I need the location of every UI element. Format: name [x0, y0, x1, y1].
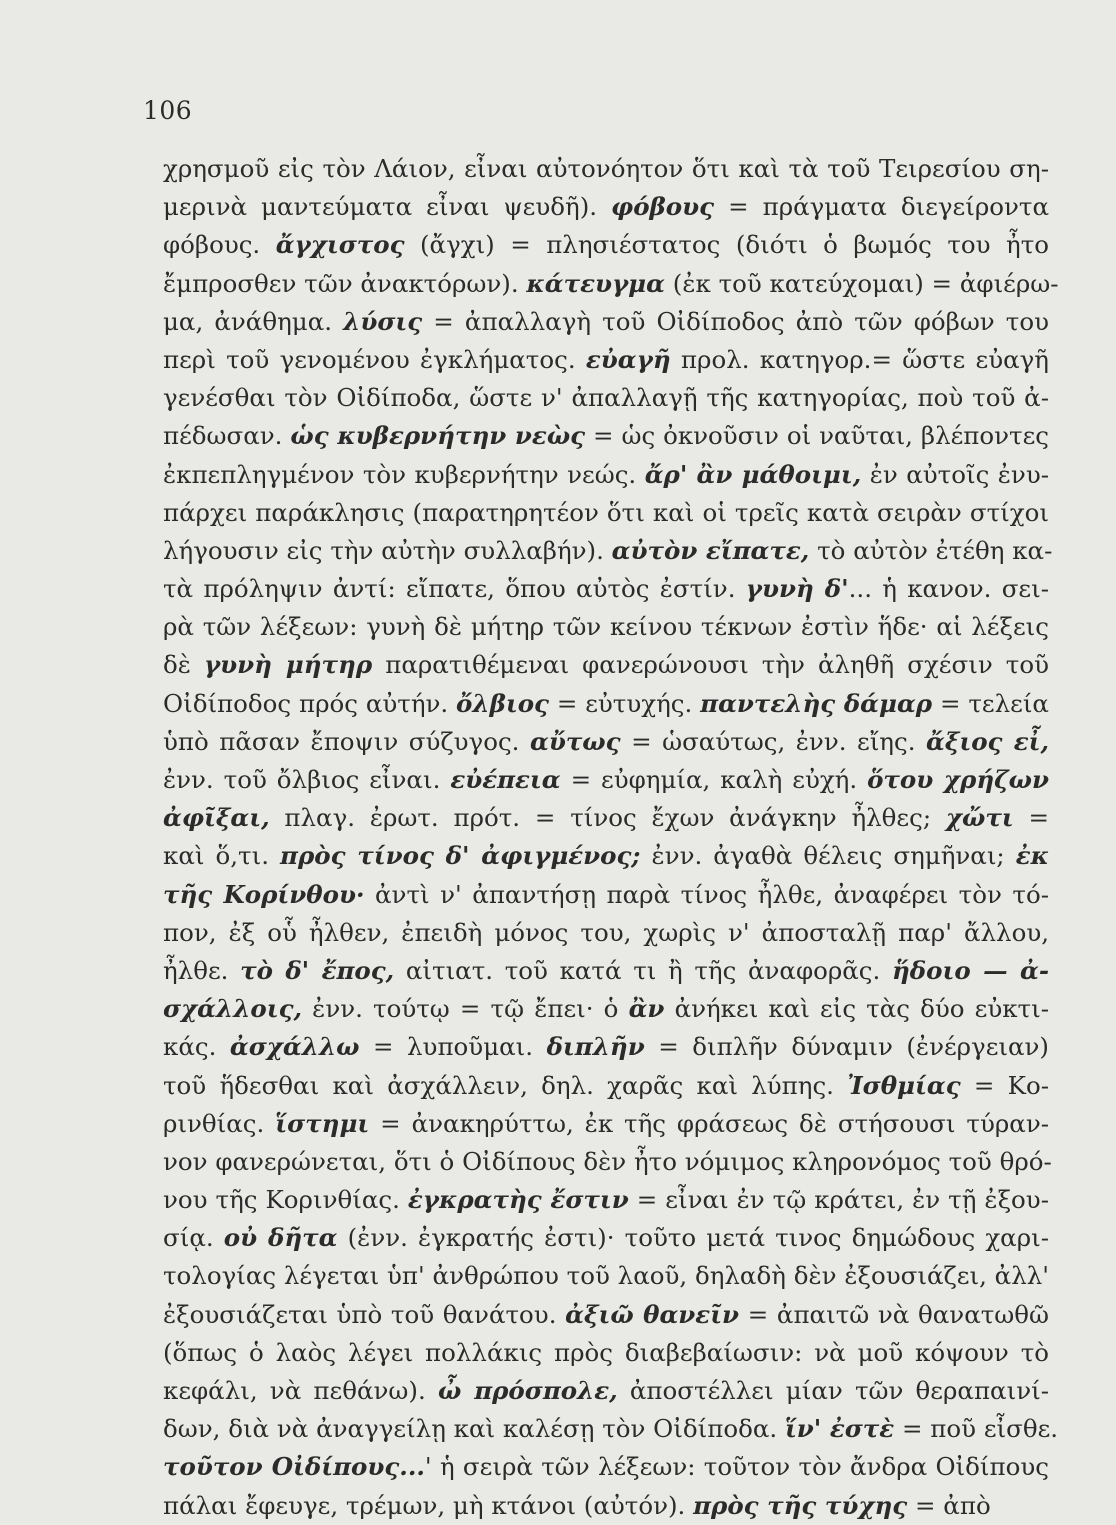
text-segment: κάς. — [163, 1032, 230, 1062]
text-segment: νου τῆς Κορινθίας. — [163, 1185, 408, 1215]
lemma-term: φόβους — [611, 192, 715, 222]
text-segment: αἰτιατ. τοῦ κατά τι ἢ τῆς ἀναφορᾶς. — [394, 955, 892, 985]
text-segment: = πράγματα διεγείροντα — [714, 192, 1049, 222]
text-line — [163, 150, 1049, 188]
text-segment: = Κο- — [960, 1070, 1050, 1100]
text-segment: τὰ πρόληψιν ἀντί: εἴπατε, ὅπου αὐτὸς ἐστίν. — [163, 574, 746, 604]
text-segment: ἀποστέλλει μίαν τῶν θεραπαινί- — [617, 1376, 1049, 1405]
text-segment: (ὅπως ὁ λαὸς λέγει πολλάκις πρὸς διαβεβαίωσιν: νὰ μοῦ κόψουν τὸ — [163, 1337, 1049, 1367]
lemma-term: πρὸς τῆς τύχης — [693, 1490, 908, 1520]
text-segment: ὑπὸ πᾶσαν ἔποψιν σύζυγος. — [163, 726, 530, 756]
text-line — [163, 303, 1049, 341]
lemma-term: ἵστημι — [275, 1108, 370, 1138]
text-segment: φόβους. — [163, 230, 276, 260]
text-segment: λήγουσιν εἰς τὴν αὐτὴν συλλαβήν). — [163, 535, 612, 565]
text-segment: = ἀπὸ — [907, 1490, 991, 1520]
text-segment: = — [1013, 803, 1049, 833]
text-segment: = λυποῦμαι. — [359, 1032, 547, 1062]
lemma-term: ἄρ' ἂν μάθοιμι, — [644, 459, 862, 489]
text-segment: ρὰ τῶν λέξεων: γυνὴ δὲ μήτηρ τῶν κείνου τέκνων ἐστὶν ἥδε· αἱ λέξεις — [163, 612, 1049, 642]
text-segment: ' ἡ σειρὰ τῶν λέξεων: τοῦτον τὸν ἄνδρα Οἰδίπους — [424, 1452, 1049, 1482]
text-segment: ἔμπροσθεν τῶν ἀνακτόρων). — [163, 268, 527, 298]
text-segment: = εὐφημία, καλὴ εὐχή. — [560, 765, 868, 794]
commentary-text — [163, 150, 1059, 1525]
text-segment: Οἰδίποδος πρός αὐτήν. — [163, 688, 457, 718]
lemma-term: κάτευγμα — [526, 268, 665, 298]
text-segment: = ποῦ εἶσθε. — [894, 1414, 1059, 1444]
text-line — [163, 1448, 1049, 1486]
text-line — [163, 265, 1059, 303]
text-segment: τολογίας λέγεται ὑπ' ἀνθρώπου τοῦ λαοῦ, δηλαδὴ δὲν ἐξουσιάζει, ἀλλ' — [163, 1261, 1049, 1291]
text-segment: σίᾳ. — [163, 1223, 224, 1253]
lemma-term: γυνὴ δ' — [745, 574, 849, 604]
text-line — [163, 1296, 1049, 1334]
text-segment: = ἀνακηρύττω, ἐκ τῆς φράσεως δὲ στήσουσι τύραν- — [369, 1108, 1049, 1138]
lemma-term: σχάλλοις, — [163, 994, 303, 1024]
text-line — [163, 646, 1049, 684]
text-line — [163, 608, 1049, 646]
text-segment: = ἀπαλλαγὴ τοῦ Οἰδίποδος ἀπὸ τῶν φόβων του — [422, 306, 1049, 336]
lemma-term: ἀσχάλλω — [229, 1032, 360, 1062]
lemma-term: ὅτου χρήζων — [867, 765, 1049, 794]
text-segment: = εὐτυχής. — [548, 688, 701, 718]
text-line — [163, 723, 1049, 761]
text-segment: μα, ἀνάθημα. — [163, 306, 344, 336]
text-segment: (ἐνν. ἐγκρατής ἐστι)· τοῦτο μετά τινος δημώδους χαρι- — [337, 1223, 1049, 1253]
text-segment: παρατιθέμεναι φανερώνουσι τὴν ἀληθῆ σχέσιν τοῦ — [372, 650, 1049, 680]
text-line — [163, 876, 1049, 914]
lemma-term: τὸ δ' ἔπος, — [240, 955, 395, 985]
lemma-term: αὐτὸν εἴπατε, — [611, 535, 810, 565]
text-segment: ἐνν. τοῦ ὄλβιος εἶναι. — [163, 765, 451, 794]
text-line — [163, 1219, 1049, 1257]
text-line — [163, 990, 1049, 1028]
text-segment: πέδωσαν. — [163, 421, 291, 451]
text-segment: ἦλθε. — [163, 955, 241, 985]
text-line — [163, 188, 1049, 226]
text-segment: ἀντὶ ν' ἀπαντήσῃ παρὰ τίνος ἦλθε, ἀναφέρει τὸν τό- — [364, 879, 1049, 909]
text-segment: καὶ ὅ,τι. — [163, 841, 281, 871]
text-segment: ἐνν. τούτῳ = τῷ ἔπει· ὁ — [302, 994, 629, 1024]
text-segment: = τελεία — [932, 688, 1049, 718]
text-line — [163, 952, 1049, 990]
text-segment: τὸ αὐτὸν ἐτέθη κα- — [809, 535, 1053, 565]
lemma-term: ὡς κυβερνήτην νεὼς — [290, 421, 586, 451]
text-segment: νον φανερώνεται, ὅτι ὁ Οἰδίπους δὲν ἦτο νόμιμος κληρονόμος τοῦ θρό- — [163, 1146, 1052, 1176]
lemma-term: ὦ πρόσπολε, — [437, 1376, 618, 1405]
text-segment: ἐκπεπληγμένον τὸν κυβερνήτην νεώς. — [163, 459, 645, 489]
text-line — [163, 226, 1049, 264]
lemma-term: ὄλβιος — [456, 688, 549, 718]
text-line — [163, 685, 1049, 723]
text-line — [163, 1105, 1049, 1143]
text-segment: ... ἡ κανον. σει- — [848, 574, 1050, 604]
text-segment: (ἄγχι) = πλησιέστατος (διότι ὁ βωμός του ἦτο — [404, 230, 1050, 260]
text-segment: = εἶναι ἐν τῷ κράτει, ἐν τῇ ἐξου- — [628, 1185, 1049, 1215]
text-segment: χρησμοῦ εἰς τὸν Λάιον, εἶναι αὐτονόητον ὅτι καὶ τὰ τοῦ Τειρεσίου ση- — [163, 154, 1049, 183]
text-segment: γενέσθαι τὸν Οἰδίποδα, ὥστε ν' ἀπαλλαγῇ τῆς κατηγορίας, ποὺ τοῦ ἀ- — [163, 383, 1049, 413]
text-segment: προλ. κατηγορ.= ὥστε εὐαγῆ — [670, 344, 1049, 374]
lemma-term: ἀφῖξαι, — [163, 803, 270, 833]
text-segment: = ὡσαύτως, ἐνν. εἴης. — [620, 726, 926, 756]
lemma-term: διπλῆν — [546, 1032, 645, 1062]
lemma-term: εὐέπεια — [450, 765, 561, 794]
text-segment: = ὡς ὀκνοῦσιν οἱ ναῦται, βλέποντες — [585, 421, 1050, 451]
lemma-term: οὐ δῆτα — [223, 1223, 338, 1253]
text-segment: ἐξουσιάζεται ὑπὸ τοῦ θανάτου. — [163, 1299, 566, 1329]
text-line — [163, 456, 1049, 494]
text-line — [163, 799, 1049, 837]
text-line — [163, 1372, 1049, 1410]
text-line — [163, 532, 1053, 570]
lemma-term: ἵν' ἐστὲ — [784, 1414, 895, 1444]
text-line — [163, 1181, 1049, 1219]
text-line — [163, 570, 1049, 608]
text-line — [163, 417, 1049, 455]
lemma-term: ἀξιῶ θανεῖν — [565, 1299, 740, 1329]
lemma-term: Ἰσθμίας — [847, 1070, 961, 1100]
lemma-term: ἐκ — [1015, 841, 1049, 871]
lemma-term: ἄγχιστος — [275, 230, 405, 260]
text-line — [163, 1028, 1049, 1066]
page-number: 106 — [143, 96, 193, 125]
lemma-term: ἥδοιο — ἀ- — [891, 955, 1050, 985]
text-segment: τοῦ ἥδεσθαι καὶ ἀσχάλλειν, δηλ. χαρᾶς καὶ λύπης. — [163, 1070, 848, 1100]
lemma-term: τοῦτον Οἰδίπους... — [163, 1452, 425, 1482]
text-segment: πλαγ. ἐρωτ. πρότ. = τίνος ἔχων ἀνάγκην ἦλθες; — [269, 803, 946, 833]
text-segment: πάλαι ἔφευγε, τρέμων, μὴ κτάνοι (αὐτόν). — [163, 1490, 694, 1520]
text-line — [163, 341, 1049, 379]
text-line — [163, 1487, 1049, 1525]
text-line — [163, 914, 1049, 952]
text-segment: δων, διὰ νὰ ἀναγγείλῃ καὶ καλέσῃ τὸν Οἰδίποδα. — [163, 1414, 785, 1444]
lemma-term: ἐγκρατὴς ἔστιν — [407, 1185, 629, 1215]
lemma-term: αὔτως — [529, 726, 621, 756]
lemma-term: γυνὴ μήτηρ — [203, 650, 373, 680]
lemma-term: ἂν — [628, 994, 665, 1024]
lemma-term: χὤτι — [945, 803, 1014, 833]
text-line — [163, 379, 1049, 417]
text-line — [163, 1334, 1049, 1372]
text-line — [163, 1257, 1049, 1295]
lemma-term: εὐαγῆ — [585, 344, 671, 374]
text-line — [163, 761, 1049, 799]
lemma-term: πρὸς τίνος δ' ἀφιγμένος; — [280, 841, 641, 871]
text-line — [163, 1143, 1052, 1181]
lemma-term: ἄξιος εἶ, — [925, 726, 1049, 756]
text-segment: = ἀπαιτῶ νὰ θανατωθῶ — [739, 1299, 1049, 1329]
lemma-term: λύσις — [343, 306, 423, 336]
text-segment: μερινὰ μαντεύματα εἶναι ψευδῆ). — [163, 192, 612, 222]
text-segment: ρινθίας. — [163, 1108, 276, 1138]
text-line — [163, 1410, 1059, 1448]
text-segment: = διπλῆν δύναμιν (ἐνέργειαν) — [644, 1032, 1049, 1062]
text-segment: πάρχει παράκλησις (παρατηρητέον ὅτι καὶ οἱ τρεῖς κατὰ σειρὰν στίχοι — [163, 497, 1049, 527]
text-segment: κεφάλι, νὰ πεθάνω). — [163, 1376, 438, 1405]
text-line — [163, 837, 1049, 875]
lemma-term: τῆς Κορίνθου· — [163, 879, 365, 909]
text-segment: ἐνν. ἀγαθὰ θέλεις σημῆναι; — [640, 841, 1016, 871]
text-segment: περὶ τοῦ γενομένου ἐγκλήματος. — [163, 344, 586, 374]
text-line — [163, 1067, 1049, 1105]
text-segment: (ἐκ τοῦ κατεύχομαι) = ἀφιέρω- — [664, 268, 1059, 298]
lemma-term: παντελὴς δάμαρ — [700, 688, 933, 718]
text-segment: ἐν αὐτοῖς ἐνυ- — [861, 459, 1050, 489]
text-line — [163, 494, 1049, 532]
text-segment: πον, ἐξ οὗ ἦλθεν, ἐπειδὴ μόνος του, χωρὶς ν' ἀποσταλῇ παρ' ἄλλου, — [163, 917, 1049, 947]
text-segment: ἀνήκει καὶ εἰς τὰς δύο εὐκτι- — [664, 994, 1049, 1024]
text-segment: δὲ — [163, 650, 204, 680]
